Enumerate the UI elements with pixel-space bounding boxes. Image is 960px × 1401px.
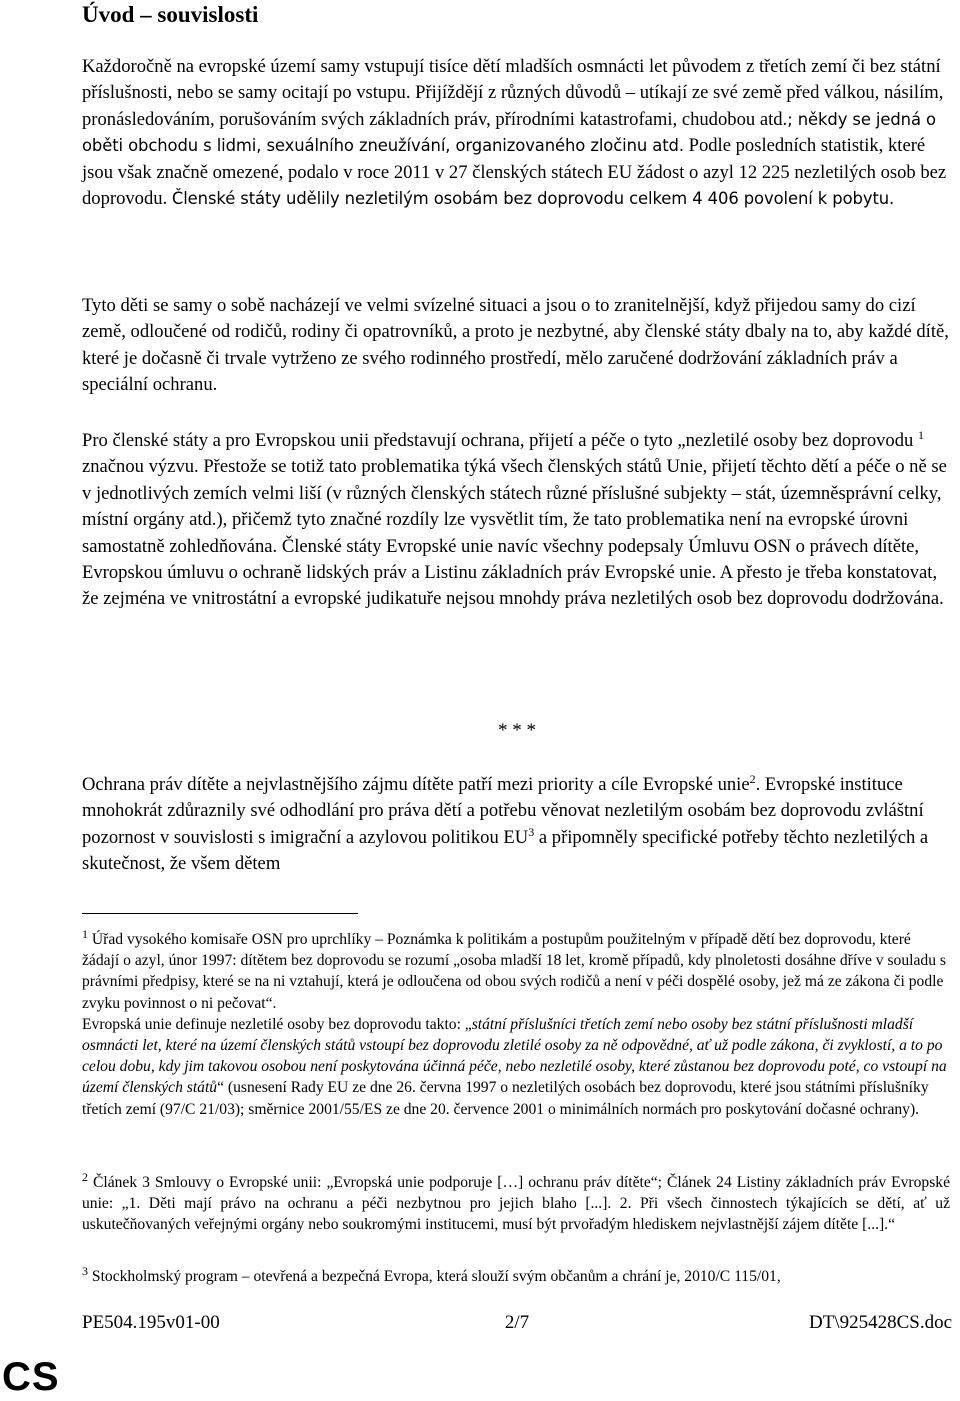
sentence: Přestože se totiž tato problematika týká všech členských států Unie, přijetí těchto dětí a péče o ně se v jednotlivých zemích velmi liší (v různých členských státech různé příslušné subjekty – stát, územněsprávní celky, místní orgány atd.), přičemž tyto značné rozdíly lze vysvětlit tím, že tato problematika není na evropské úrovni samostatně zohledňována. [82,456,947,557]
footnote-divider [82,913,358,914]
footnote-number: 3 [82,1263,88,1278]
footnote-ref-3[interactable]: 3 [528,824,535,839]
footnote-number: 1 [82,926,88,941]
footnote-text: “ (usnesení Rady EU ze dne 26. června 1997 o nezletilých osobách bez doprovodu, které jsou státními příslušníky třetích zemí (97/C 21/03); směrnice 2001/55/ES ze dne 20. července 2001 o minimálních normách pro poskytování dočasné ochrany). [82,1079,929,1118]
sentence: Členské státy udělily nezletilým osobám bez doprovodu celkem 4 406 povolení k pobytu. [171,189,895,209]
sentence: Každoročně na evropské území samy vstupují tisíce dětí mladších osmnácti let původem z třetích zemí či bez státní příslušnosti, nebo se samy ocitají po vstupu. [82,56,941,104]
sentence: Podle posledních statistik, které jsou však značně omezené, podalo v roce 2011 v 27 členských státech EU žádost o azyl 12 225 nezletilých osob bez doprovodu. [82,135,947,210]
section-separator: * * * [498,720,536,741]
document-reference: PE504.195v01-00 [82,1312,220,1333]
footnote-text: Evropská unie definuje nezletilé osoby bez doprovodu takto: „ [82,1015,472,1033]
footnote-ref-2[interactable]: 2 [749,771,756,786]
page-number: 2/7 [504,1312,530,1333]
sentence: A přesto je třeba konstatovat, že zejména ve vnitrostátní a evropské judikatuře nejsou mnohdy práva nezletilých osob bez doprovodu dodržována. [82,562,944,610]
page-footer [82,1310,952,1336]
sentence-end: . [755,774,761,795]
footnote-text: Stockholmský program – otevřená a bezpečná Evropa, která slouží svým občanům a chrání je, 2010/C 115/01, [91,1268,781,1285]
footnote-text: Úřad vysokého komisaře OSN pro uprchlíky – Poznámka k politikám a postupům použitelným v případě dětí bez doprovodu, které žádají o azyl, únor 1997: dítětem bez doprovodu se rozumí „osoba mladší 18 let, kromě případů, kdy plnoletosti dosáhne dříve v souladu s právními předpisy, které se na ni vztahují, která je odloučena od obou svých rodičů a není v péči dospělé osoby, jež má ze zákona či podle zvyku povinnost o ni pečovat“. [82,931,946,1012]
footnote-1 [82,926,950,1120]
sentence: a připomněly specifické potřeby těchto nezletilých a skutečnost, že všem dětem [82,826,929,875]
footnote-number: 2 [82,1169,88,1184]
sentence: Přijíždějí z různých důvodů – utíkají ze své země před válkou, násilím, pronásledováním, porušováním svých základních práv, přírodními katastrofami, chudobou atd. [82,82,944,130]
paragraph-vulnerability: Tyto děti se samy o sobě nacházejí ve velmi svízelné situaci a jsou o to zranitelnější, když přijedou samy do cizí země, odloučené od rodičů, rodiny či opatrovníků, a proto je nezbytné, aby členské státy dbaly na to, aby každé dítě, které je dočasně či trvale vytrženo ze svého rodinného prostředí, mělo zaručené dodržování základních práv a speciální ochranu. [82,295,949,396]
paragraph-challenge [82,428,952,613]
sentence: Ochrana práv dítěte a nejvlastnějšího zájmu dítěte patří mezi priority a cíle Evropské unie [82,774,750,795]
sentence: Členské státy Evropské unie navíc všechny podepsaly Úmluvu OSN o právech dítěte, Evropskou úmluvu o ochraně lidských práv a Listinu základních práv Evropské unie. [82,535,920,584]
footnote-ref-1[interactable]: 1 [917,427,924,442]
page-title: Úvod – souvislosti [82,2,259,27]
footnote-quote: státní příslušníci třetích zemí nebo osoby bez státní příslušnosti mladší osmnácti let, které na území členských států vstoupí bez doprovodu zletilé osoby za ně odpovědné, ať už podle zákona, či zvyklostí, a to po celou dobu, kdy jim takovou osobou není poskytována účinná péče, nebo nezletilé osoby, které zůstanou bez doprovodu poté, co vstoupí na území členských států [82,1015,947,1097]
sentence: ; někdy se jedná o oběti obchodu s lidmi, sexuálního zneužívání, organizovaného zločinu atd. [82,109,936,156]
footnote-3 [82,1263,950,1287]
sentence: Evropské instituce mnohokrát zdůraznily své odhodlání pro práva dětí a potřebu věnovat nezletilým osobám bez doprovodu zvláštní pozornost v souvislosti s imigrační a azylovou politikou EU [82,774,924,848]
sentence: Pro členské státy a pro Evropskou unii představují ochrana, přijetí a péče o tyto „nezletilé osoby bez doprovodu [82,430,914,451]
paragraph-priorities [82,772,952,878]
sentence: značnou výzvu. [82,456,199,478]
footnote-text: Článek 3 Smlouvy o Evropské unii: „Evropská unie podporuje […] ochranu práv dítěte“; Článek 24 Listiny základních práv Evropské unie: „1. Děti mají právo na ochranu a péči nezbytnou pro jejich blaho [...]. 2. Při všech činnostech týkajících se dětí, ať už uskutečňovaných veřejnými orgány nebo soukromými institucemi, musí být prvořadým hlediskem nejvlastnější zájem dítěte [...].“ [82,1174,950,1234]
language-code: CS [2,1355,60,1399]
footnote-2 [82,1169,950,1236]
paragraph-intro [82,54,952,212]
document-filename: DT\925428CS.doc [808,1312,952,1333]
